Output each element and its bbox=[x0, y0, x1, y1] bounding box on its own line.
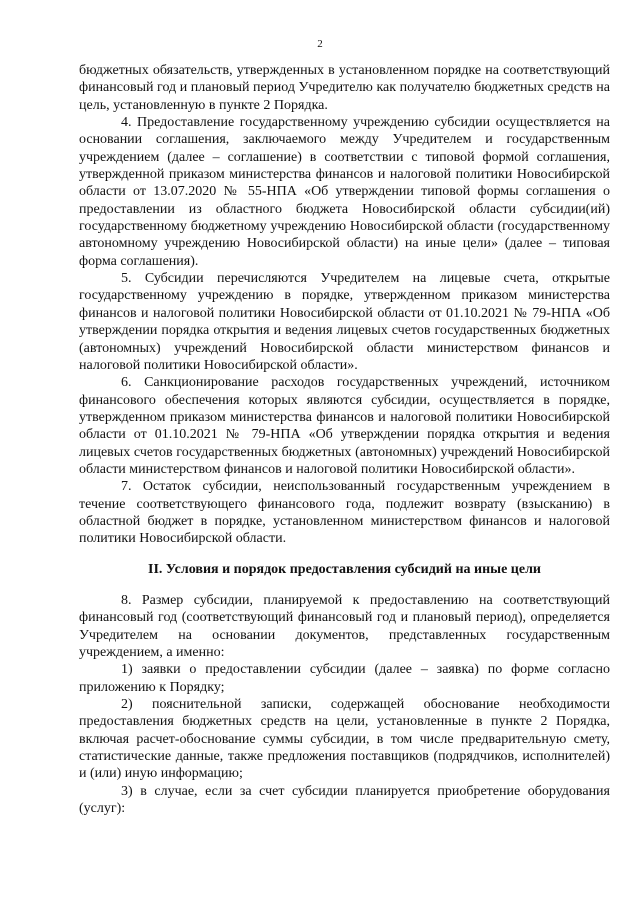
document-body bbox=[79, 62, 610, 817]
paragraph-item-4: 4. Предоставление государственному учреждению субсидии осуществляется на основании соглашения, заключаемого между Учредителем и государственным учреждением (далее – соглашение) в соответствии с типовой формой соглашения, утвержденной приказом министерства финансов и налоговой политики Новосибирской области от 13.07.2020 № 55-НПА «Об утверждении типовой формы соглашения о предоставлении из областного бюджета Новосибирской области субсидии(ий) государственному бюджетному учреждению Новосибирской области (государственному автономному учреждению Новосибирской области) на иные цели» (далее – типовая форма соглашения). bbox=[79, 115, 610, 269]
paragraph-continuation: бюджетных обязательств, утвержденных в установленном порядке на соответствующий финансовый год и плановый период Учредителю как получателю бюджетных средств на цель, установленную в пункте 2 Порядка. bbox=[79, 63, 610, 113]
paragraph-item-5: 5. Субсидии перечисляются Учредителем на лицевые счета, открытые государственному учреждению в порядке, утвержденном приказом министерства финансов и налоговой политики Новосибирской области от 01.10.2021 № 79-НПА «Об утверждении порядка открытия и ведения лицевых счетов государственных бюджетных (автономных) учреждений Новосибирской области министерством финансов и налоговой политики Новосибирской области». bbox=[79, 271, 610, 373]
paragraph-item-8: 8. Размер субсидии, планируемой к предоставлению на соответствующий финансовый год (соответствующий финансовый год и плановый период), определяется Учредителем на основании документов, представленных государственным учреждением, а именно: bbox=[79, 592, 610, 660]
page-number: 2 bbox=[317, 38, 323, 50]
paragraph-subitem-1: 1) заявки о предоставлении субсидии (далее – заявка) по форме согласно приложению к Порядку; bbox=[79, 662, 610, 695]
section-heading: II. Условия и порядок предоставления субсидий на иные цели bbox=[148, 561, 541, 577]
paragraph-subitem-3: 3) в случае, если за счет субсидии планируется приобретение оборудования (услуг): bbox=[79, 783, 610, 817]
paragraph-item-6: 6. Санкционирование расходов государственных учреждений, источником финансового обеспечения которых являются субсидии, осуществляется в порядке, утвержденном приказом министерства финансов и налоговой политики Новосибирской области от 01.10.2021 № 79-НПА «Об утверждении порядка открытия и ведения лицевых счетов государственных бюджетных (автономных) учреждений Новосибирской области министерством финансов и налоговой политики Новосибирской области». bbox=[79, 375, 610, 477]
paragraphs-after-heading bbox=[79, 592, 610, 817]
paragraph-subitem-2: 2) пояснительной записки, содержащей обоснование необходимости предоставления бюджетных средств на цели, установленные в пункте 2 Порядка, включая расчет-обоснование суммы субсидии, в том числе предварительную смету, статистические данные, также предложения поставщиков (подрядчиков, исполнителей) и (или) иную информацию; bbox=[79, 697, 610, 782]
paragraphs-before-heading bbox=[79, 62, 610, 548]
paragraph-item-7: 7. Остаток субсидии, неиспользованный государственным учреждением в течение соответствующего финансового года, подлежит возврату (взысканию) в областной бюджет в порядке, установленном министерством финансов и налоговой политики Новосибирской области. bbox=[79, 479, 610, 547]
